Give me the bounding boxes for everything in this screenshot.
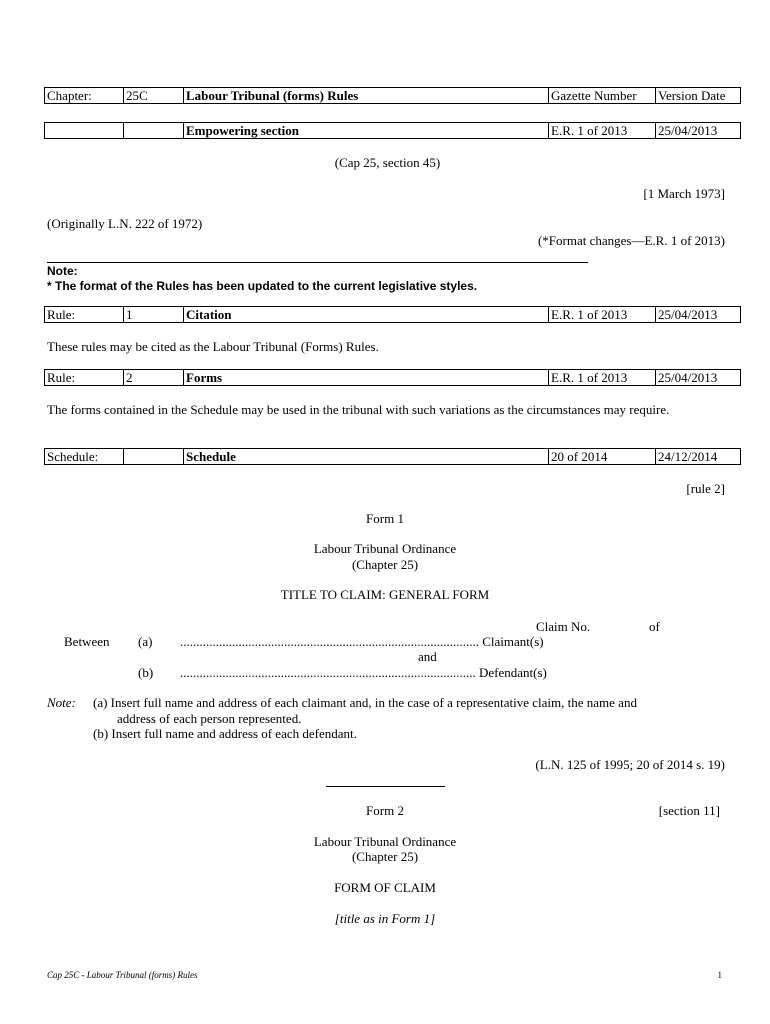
page-number: 1 [717,970,722,980]
chapter-header-table [44,87,741,104]
footer-title: Cap 25C - Labour Tribunal (forms) Rules [47,970,198,980]
rule-title: Forms [184,370,549,386]
party-b-label: (b) [138,665,154,680]
commencement-date: [1 March 1973] [643,186,725,201]
claim-of-label: of [649,619,660,634]
claimant-line: ............................................................................................ Claimant(s) [180,634,544,649]
claim-number-label: Claim No. [536,619,591,634]
form-2-subtitle: [title as in Form 1] [334,911,436,926]
cap-reference: (Cap 25, section 45) [334,155,441,170]
form-2-ordinance: Labour Tribunal Ordinance [313,834,457,849]
form-divider [326,786,445,787]
rule-2-table [44,369,741,386]
form-1-note-a-continued: address of each person represented. [117,711,302,726]
empty-cell [124,449,184,465]
rule-label: Rule: [45,370,124,386]
rule-number: 2 [124,370,184,386]
empowering-gazette: E.R. 1 of 2013 [549,123,656,139]
schedule-title: Schedule [184,449,549,465]
empowering-title: Empowering section [184,123,549,139]
note-divider [47,262,588,263]
empowering-section-table [44,122,741,139]
schedule-date: 24/12/2014 [656,449,741,465]
rule-number: 1 [124,307,184,323]
form-1-note-b: (b) Insert full name and address of each defendant. [93,726,357,741]
schedule-gazette: 20 of 2014 [549,449,656,465]
rule-1-table [44,306,741,323]
and-label: and [418,649,437,664]
chapter-label: Chapter: [45,88,124,104]
form-1-title: TITLE TO CLAIM: GENERAL FORM [280,587,490,602]
chapter-title: Labour Tribunal (forms) Rules [184,88,549,104]
rule-2-text: The forms contained in the Schedule may be used in the tribunal with such variations as the circumstances may require. [47,402,670,417]
rule-gazette: E.R. 1 of 2013 [549,370,656,386]
form-1-note-a: (a) Insert full name and address of each claimant and, in the case of a representative claim, the name and [93,695,637,710]
rule-reference: [rule 2] [686,481,725,496]
between-label: Between [64,634,110,649]
rule-date: 25/04/2013 [656,370,741,386]
gazette-number-label: Gazette Number [549,88,656,104]
rule-gazette: E.R. 1 of 2013 [549,307,656,323]
form-1-source: (L.N. 125 of 1995; 20 of 2014 s. 19) [535,757,725,772]
form-2-heading: Form 2 [366,803,404,818]
format-changes-note: (*Format changes—E.R. 1 of 2013) [537,233,725,248]
empowering-date: 25/04/2013 [656,123,741,139]
form-2-title: FORM OF CLAIM [334,880,436,895]
schedule-label: Schedule: [45,449,124,465]
defendant-line: ........................................................................................... Defendant(s) [180,665,547,680]
rule-title: Citation [184,307,549,323]
form-2-section-reference: [section 11] [658,803,720,818]
empty-cell [124,123,184,139]
rule-label: Rule: [45,307,124,323]
form-2-chapter: (Chapter 25) [351,849,419,864]
schedule-table [44,448,741,465]
note-text: * The format of the Rules has been updated to the current legislative styles. [47,279,478,293]
form-1-chapter: (Chapter 25) [351,557,419,572]
form-1-heading: Form 1 [366,511,404,526]
form-1-ordinance: Labour Tribunal Ordinance [313,541,457,556]
rule-1-text: These rules may be cited as the Labour Tribunal (Forms) Rules. [47,339,379,354]
chapter-value: 25C [124,88,184,104]
empty-cell [45,123,124,139]
version-date-label: Version Date [656,88,741,104]
originally-note: (Originally L.N. 222 of 1972) [47,216,203,231]
form-1-note-label: Note: [47,695,76,710]
rule-date: 25/04/2013 [656,307,741,323]
party-a-label: (a) [138,634,153,649]
note-heading: Note: [47,264,78,278]
